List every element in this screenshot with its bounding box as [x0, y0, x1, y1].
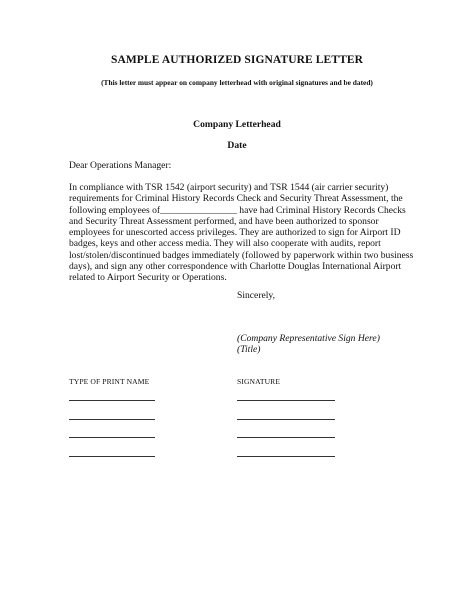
- body-line: requirements for Criminal History Records Check and Security Threat Assessment, the: [69, 193, 403, 205]
- date-placeholder: Date: [227, 140, 247, 151]
- body-line: lost/stolen/discontinued badges immediately (followed by paperwork within two business: [69, 249, 414, 261]
- body-line: employees for unescorted access privileges. They are authorized to sign for Airport ID: [69, 227, 401, 238]
- document-title: SAMPLE AUTHORIZED SIGNATURE LETTER: [110, 54, 364, 66]
- letterhead-placeholder: Company Letterhead: [193, 119, 281, 130]
- signature-line: [237, 437, 335, 438]
- signature-line: [237, 456, 335, 457]
- letter-body: [69, 182, 419, 283]
- body-line: related to Airport Security or Operations.: [69, 272, 227, 283]
- body-line: following employees of________________ have had Criminal History Records Checks: [69, 204, 406, 216]
- print-name-header: TYPE OF PRINT NAME: [69, 377, 150, 386]
- signature-line: [237, 400, 335, 401]
- print-name-line: [69, 419, 155, 420]
- representative-label: (Company Representative Sign Here): [237, 333, 380, 344]
- body-line: days), and sign any other correspondence with Charlotte Douglas International Airport: [69, 260, 402, 272]
- closing: Sincerely,: [237, 290, 276, 301]
- print-name-line: [69, 456, 155, 457]
- print-name-line: [69, 437, 155, 438]
- title-label: (Title): [237, 344, 261, 356]
- salutation: Dear Operations Manager:: [69, 160, 172, 171]
- signature-block: [237, 333, 380, 356]
- signature-line: [237, 419, 335, 420]
- print-name-line: [69, 400, 155, 401]
- body-line: In compliance with TSR 1542 (airport security) and TSR 1544 (air carrier security): [69, 182, 389, 193]
- document-subtitle: (This letter must appear on company letterhead with original signatures and be dated): [101, 78, 373, 87]
- body-line: and Security Threat Assessment performed, and have been authorized to sponsor: [69, 215, 379, 227]
- body-line: badges, keys and other access media. They will also cooperate with audits, report: [69, 238, 381, 250]
- signature-header: SIGNATURE: [237, 377, 281, 386]
